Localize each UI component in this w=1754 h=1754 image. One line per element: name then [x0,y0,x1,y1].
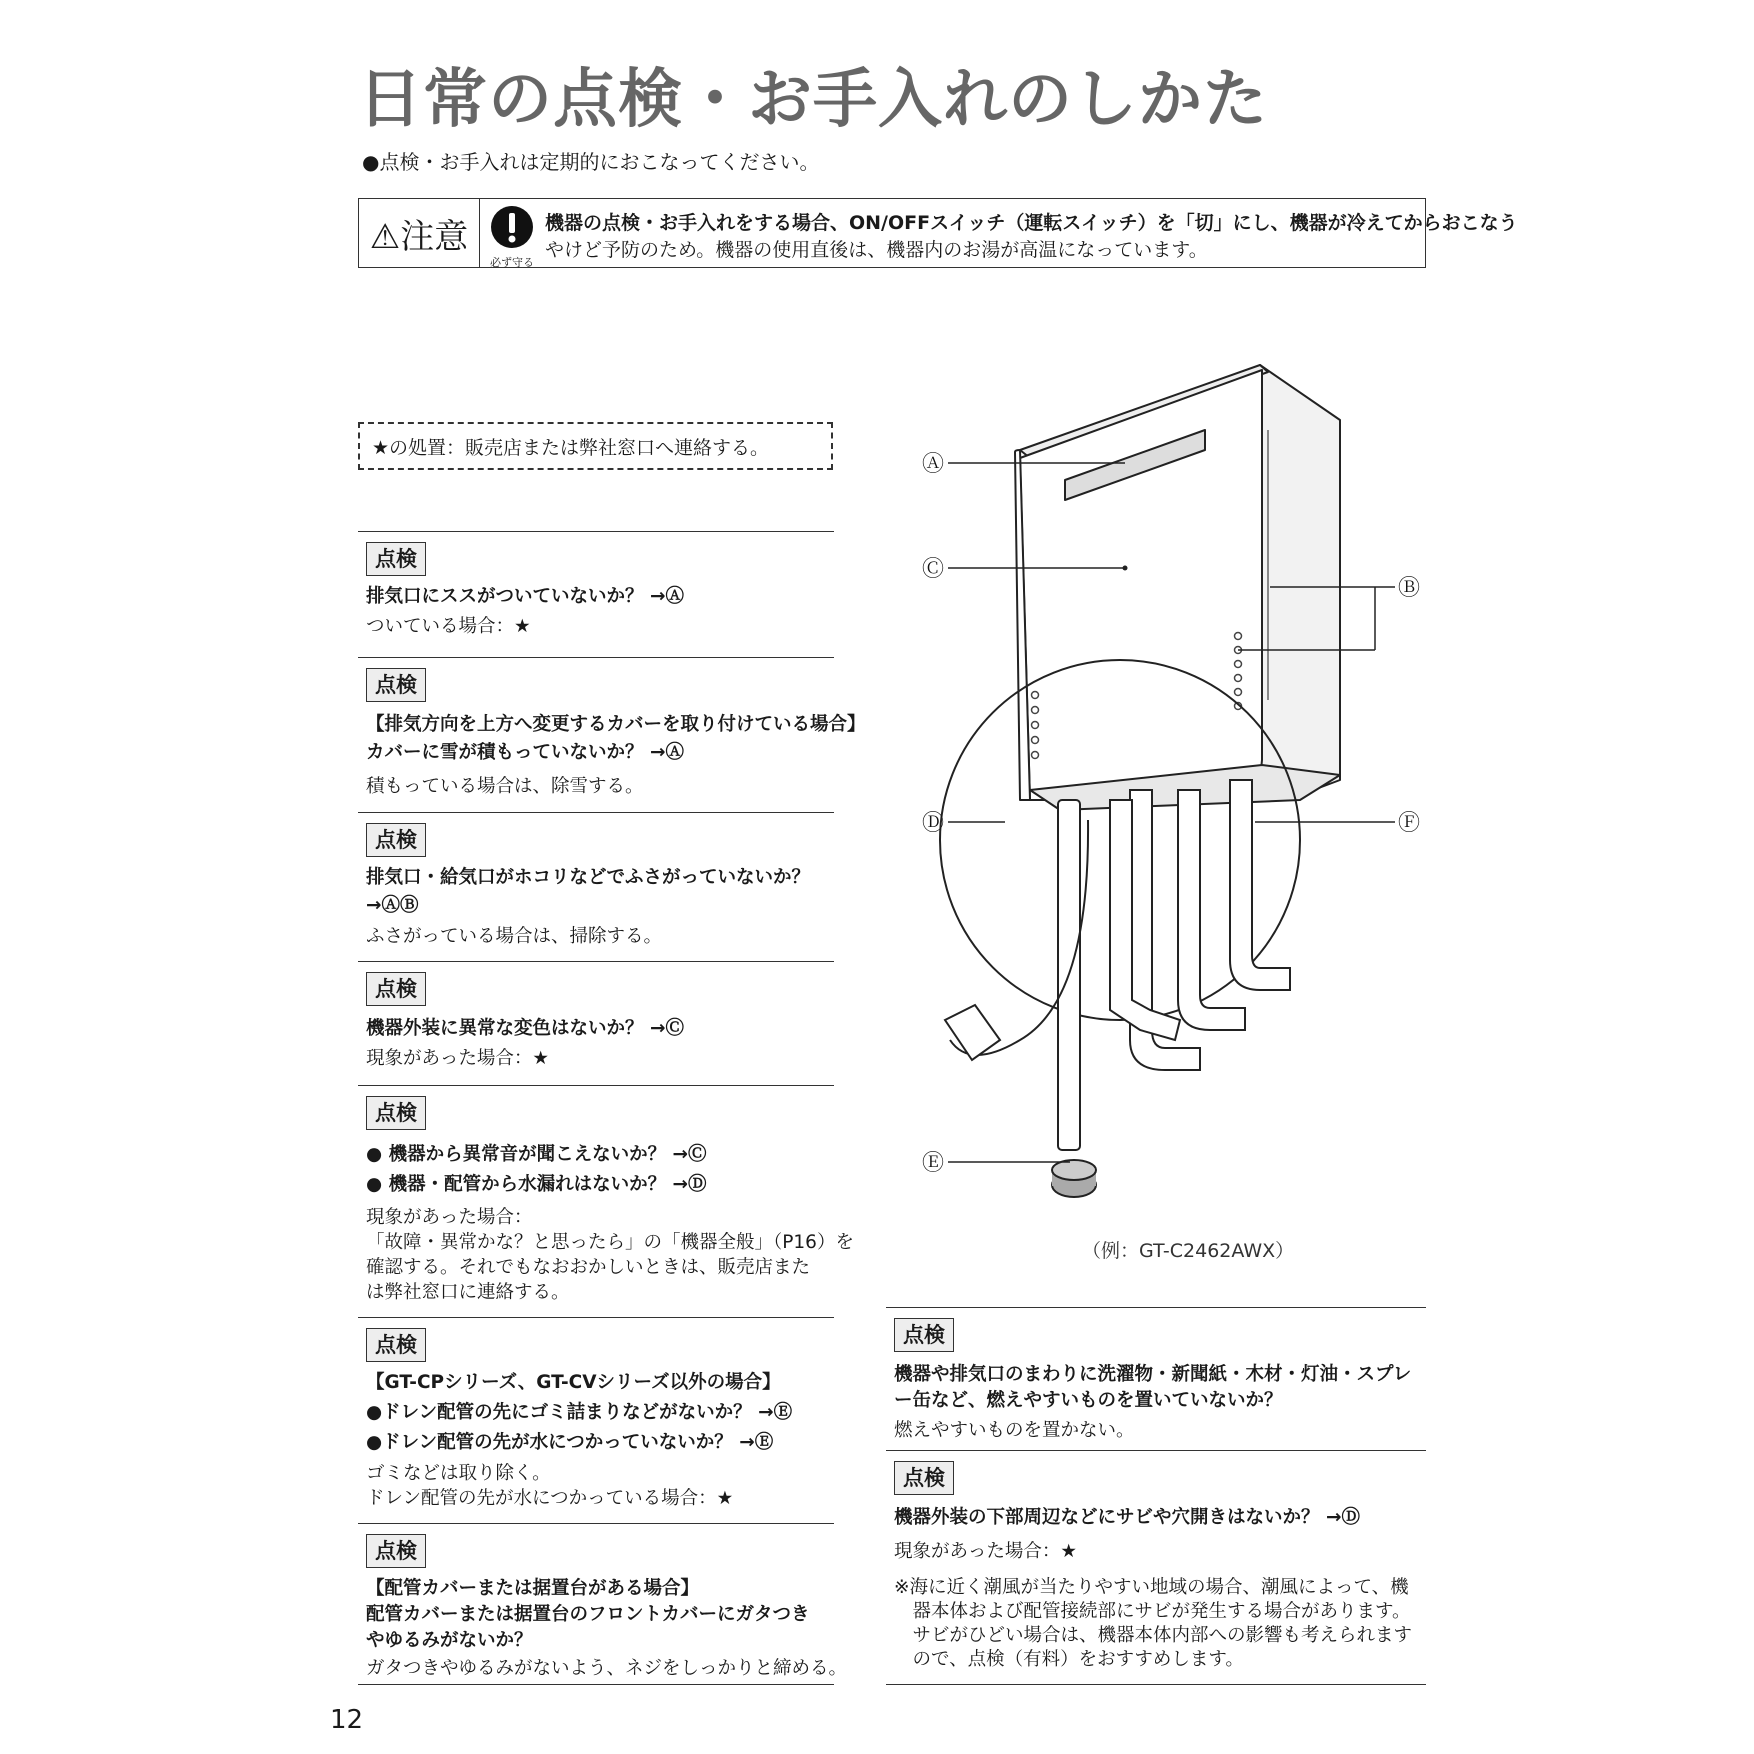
water-heater-diagram [880,350,1440,1230]
inspection-badge: 点検 [366,823,426,857]
check-line: 配管カバーまたは据置台のフロントカバーにガタつき [366,1604,810,1625]
mandatory-icon [489,205,535,270]
label-c: Ⓒ [922,557,945,582]
check-note: ※海に近く潮風が当たりやすい地域の場合、潮風によって、機 [894,1577,1409,1598]
inspection-section [358,1317,834,1523]
check-note: 現象があった場合：★ [894,1541,1077,1562]
label-a: Ⓐ [922,452,945,477]
check-note: 燃えやすいものを置かない。 [894,1420,1135,1441]
check-note: ので、点検（有料）をおすすめします。 [894,1649,1244,1670]
check-line: 機器外装の下部周辺などにサビや穴開きはないか？ →Ⓓ [894,1507,1360,1528]
caution-box [358,198,1518,269]
check-note: 器本体および配管接続部にサビが発生する場合があります。 [894,1601,1411,1622]
caution-main-text: 機器の点検・お手入れをする場合、ON/OFFスイッチ（運転スイッチ）を「切」にし、機器が冷えてからおこなう [545,212,1518,234]
check-note: 「故障・異常かな？と思ったら」の「機器全般」（P16）を [366,1232,854,1253]
inspection-badge: 点検 [894,1461,954,1495]
inspection-section [358,1523,848,1685]
intro-text: ●点検・お手入れは定期的におこなってください。 [362,150,820,174]
check-note: サビがひどい場合は、機器本体内部への影響も考えられます [894,1625,1413,1646]
caution-sub-text: やけど予防のため。機器の使用直後は、機器内のお湯が高温になっています。 [545,239,1208,261]
inspection-badge: 点検 [366,542,426,576]
mandatory-icon-label: 必ず守る [490,256,534,269]
inspection-section [886,1307,1426,1450]
check-line: →ⒶⒷ [366,895,419,916]
check-note: ついている場合：★ [366,616,531,637]
check-note: 現象があった場合：★ [366,1048,549,1069]
page-number: 12 [330,1705,364,1735]
check-note: ゴミなどは取り除く。 [366,1463,551,1484]
inspection-section [886,1450,1426,1685]
check-note: ドレン配管の先が水につかっている場合：★ [366,1488,734,1509]
label-b: Ⓑ [1398,576,1421,601]
check-line: やゆるみがないか？ [366,1630,533,1651]
check-note: 確認する。それでもなおおかしいときは、販売店また [366,1257,811,1278]
inspection-badge: 点検 [366,1328,426,1362]
inspection-section [358,961,834,1085]
inspection-badge: 点検 [894,1318,954,1352]
check-line: 排気口にススがついていないか？ →Ⓐ [366,586,684,607]
caution-label: ⚠注意 [359,199,480,267]
check-note: ふさがっている場合は、掃除する。 [366,926,663,947]
inspection-section [358,657,866,812]
check-line: ● 機器から異常音が聞こえないか？ →Ⓒ [366,1144,707,1165]
check-note: 現象があった場合： [366,1207,533,1228]
check-line: ● 機器・配管から水漏れはないか？ →Ⓓ [366,1174,707,1195]
check-line: ー缶など、燃えやすいものを置いていないか？ [894,1390,1283,1411]
check-line: ●ドレン配管の先にゴミ詰まりなどがないか？ →Ⓔ [366,1402,793,1423]
check-note: ガタつきやゆるみがないよう、ネジをしっかりと締める。 [366,1658,848,1679]
check-line: 【排気方向を上方へ変更するカバーを取り付けている場合】 [366,714,866,735]
page-title: 日常の点検・お手入れのしかた [358,63,1268,137]
check-line: 排気口・給気口がホコリなどでふさがっていないか？ [366,867,811,888]
label-e: Ⓔ [922,1151,945,1176]
diagram-caption: （例：GT-C2462AWX） [1082,1240,1295,1262]
inspection-section [358,812,834,961]
inspection-section [358,531,834,657]
inspection-badge: 点検 [366,668,426,702]
inspection-badge: 点検 [366,1534,426,1568]
check-line: カバーに雪が積もっていないか？ →Ⓐ [366,742,684,763]
power-plug [945,1005,1000,1060]
check-line: 【GT-CPシリーズ、GT-CVシリーズ以外の場合】 [366,1372,781,1393]
star-notice: ★の処置：販売店または弊社窓口へ連絡する。 [358,422,833,470]
check-note: は弊社窓口に連絡する。 [366,1282,570,1303]
inspection-section [358,1085,854,1317]
label-f: Ⓕ [1398,811,1421,836]
check-line: 【配管カバーまたは据置台がある場合】 [366,1578,700,1599]
check-note: 積もっている場合は、除雪する。 [366,776,644,797]
check-line: ●ドレン配管の先が水につかっていないか？ →Ⓔ [366,1432,774,1453]
inspection-badge: 点検 [366,972,426,1006]
label-d: Ⓓ [922,811,945,836]
inspection-badge: 点検 [366,1096,426,1130]
check-line: 機器外装に異常な変色はないか？ →Ⓒ [366,1018,684,1039]
check-line: 機器や排気口のまわりに洗濯物・新聞紙・木材・灯油・スプレ [894,1364,1412,1385]
